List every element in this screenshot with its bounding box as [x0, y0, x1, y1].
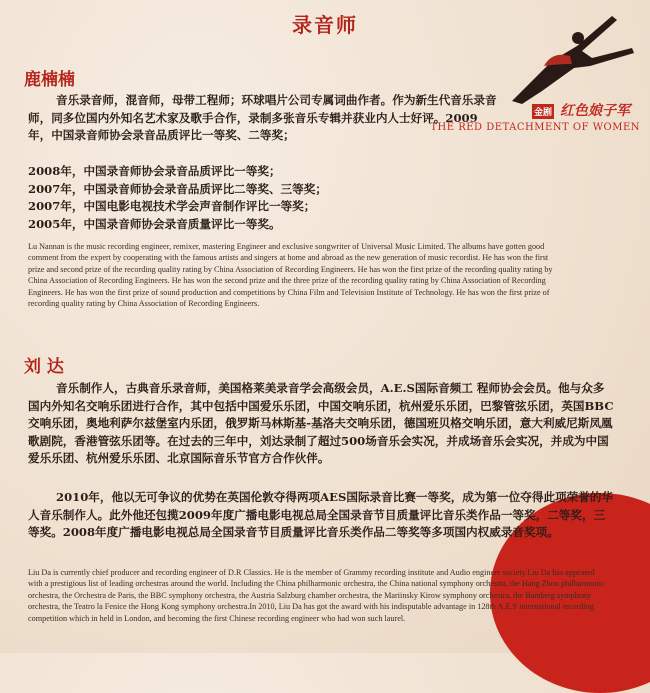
- page-title: 录音师: [292, 13, 358, 37]
- person2-para2: 2010年，他以无可争议的优势在英国伦敦夺得两项AES国际录音比赛一等奖，成为第一位夺得此项荣誉的华人音乐制作人。此外他还包揽2009年度广播电影电视总局全国录音节目质量评比音乐类作品一等奖，二等奖，三等奖。2008年度广播电影电视总局全国录音节目质量评比音乐类作品二等奖等多项国内权威录音奖项。: [28, 490, 614, 539]
- award-item: 2007年，中国录音师协会录音品质评比二等奖、三等奖；: [28, 181, 327, 196]
- logo-badge: 金剧: [532, 104, 554, 119]
- logo-english-title: THE RED DETACHMENT OF WOMEN: [430, 122, 640, 133]
- logo-chinese-title: [532, 100, 630, 120]
- person1-english-bio: Lu Nannan is the music recording engineer, remixer, mastering Engineer and exclusive songwriter of Universal Music Limited. The albums have gotten good comment from the expert by cooperating with the famous artists and singers at home and abroad as the new generation of music recordist. He has won the first prize and second prize of the recording quality rating by China Association of Recording Engineers. He has won the first prize of the recording quality rating by China Association of Recording Engineers. He has won the second prize and the three prize of the recording quality rating by China Association of Recording Engineers. He has won the first prize of sound production and competitions by China Film and Television Institute of Technology. He has won the first prize of recording quality rating by China Association of Recording Engineers.: [28, 242, 553, 309]
- person1-intro: 音乐录音师，混音师，母带工程师；环球唱片公司专属词曲作者。作为新生代音乐录音师，同多位国内外知名艺术家及歌手合作，录制多张音乐专辑并获业内人士好评。2009年，中国录音师协会录音品质评比一等奖、二等奖；: [28, 93, 497, 142]
- person2-para1: 音乐制作人，古典音乐录音师，美国格莱美录音学会高级会员，A.E.S国际音频工 程师协会会员。他与众多国内外知名交响乐团进行合作，其中包括中国爱乐乐团，中国交响乐团，杭州爱乐乐团，巴黎管弦乐团，英国BBC交响乐团，奥地利萨尔兹堡室内乐团，俄罗斯马林斯基-基洛夫交响乐团，德国班贝格交响乐团，意大利威尼斯凤凰歌剧院，香港管弦乐团等。在过去的三年中，刘达录制了超过500场音乐会实况，并成场音乐会实况，并成为中国爱乐乐团、杭州爱乐乐团、北京国际音乐节官方合作伙伴。: [28, 381, 614, 465]
- person1-awards: [28, 163, 500, 233]
- logo-cn-text: 红色娘子军: [560, 103, 630, 119]
- person2-english-bio: Liu Da is currently chief producer and recording engineer of D.R Classics. He is the member of Grammy recording institute and Audio engineer society.Liu Da has appeared with a prestigious list of leading orchestras around the world. Including the China philharmonic orchestra, the China national symphony orchestra, the Hang Zhou philharmonic orchestra, the Orchestra de Paris, the BBC symphony orchestra, the Austria Salzburg chamber orchestra, the Mariinsky Kirow symphony orchestra, the Bamberg symphony orchestra, the Teatro la Fenice the Hong Kong symphony orchestra.In 2010, Liu Da has got the award with his indisputable advantage in 128th A.E.S international recording competition which in held in London, and becoming the first Chinese recording engineer who had won such laurel.: [28, 568, 605, 623]
- award-item: 2005年，中国录音师协会录音质量评比一等奖。: [28, 216, 281, 231]
- award-item: 2008年，中国录音师协会录音品质评比一等奖；: [28, 164, 281, 178]
- award-item: 2007年，中国电影电视技术学会声音制作评比一等奖；: [28, 199, 316, 213]
- red-detachment-logo: [482, 6, 642, 166]
- ballerina-silhouette-icon: [482, 6, 642, 106]
- person1-name: 鹿楠楠: [24, 70, 75, 90]
- person2-name: 刘 达: [24, 357, 64, 377]
